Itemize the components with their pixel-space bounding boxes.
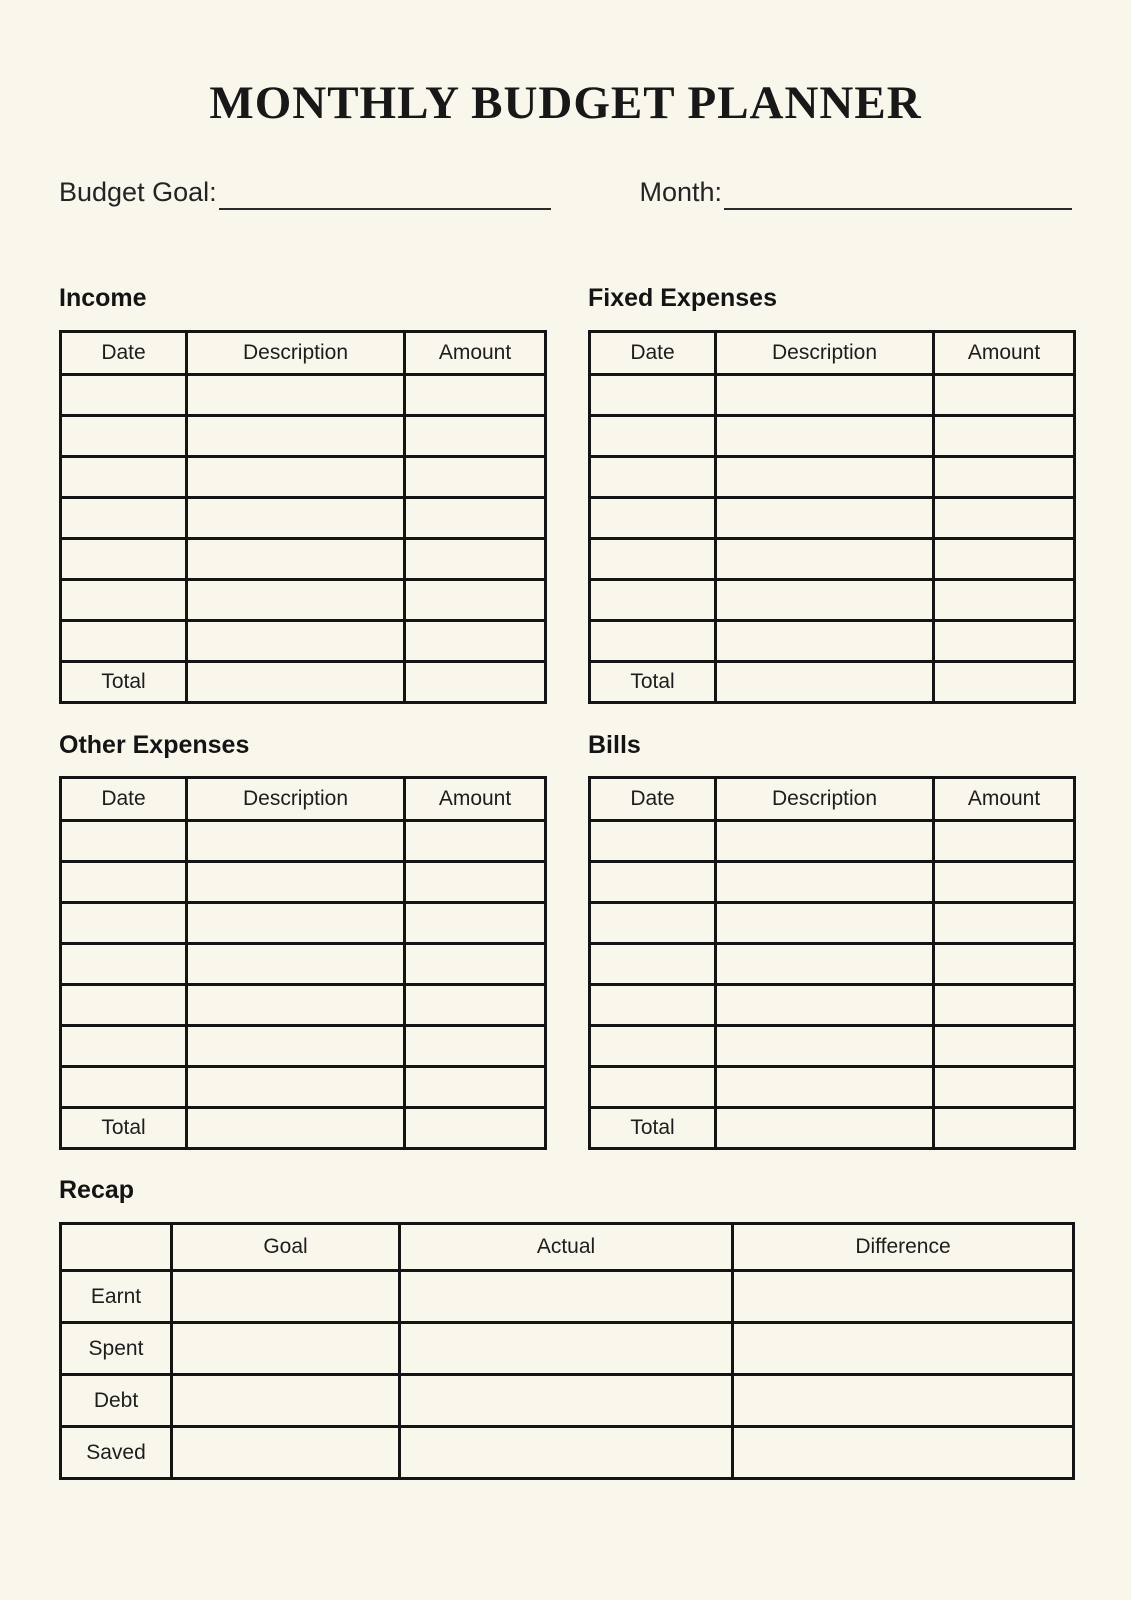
bills-row-6-description-cell[interactable] <box>716 1026 934 1067</box>
bills-total-label: Total <box>590 1108 716 1149</box>
fixed-expenses-row-3-date-cell[interactable] <box>590 456 716 497</box>
bills-row-1-amount-cell[interactable] <box>934 821 1075 862</box>
bills-row-5-amount-cell[interactable] <box>934 985 1075 1026</box>
bills-row-6-date-cell[interactable] <box>590 1026 716 1067</box>
fixed-expenses-row-3-amount-cell[interactable] <box>934 456 1075 497</box>
recap-col-header-goal: Goal <box>172 1224 400 1271</box>
income-row-3 <box>61 456 546 497</box>
bills-total-row <box>590 1108 1075 1149</box>
income-row-5-description-cell[interactable] <box>187 538 405 579</box>
income-row-6-amount-cell[interactable] <box>405 579 546 620</box>
bills-row-6-amount-cell[interactable] <box>934 1026 1075 1067</box>
income-row-7 <box>61 620 546 661</box>
bills-row-1-date-cell[interactable] <box>590 821 716 862</box>
income-row-5 <box>61 538 546 579</box>
recap-saved-difference-cell[interactable] <box>733 1427 1074 1479</box>
income-row-6-date-cell[interactable] <box>61 579 187 620</box>
other-expenses-row-1-date-cell[interactable] <box>61 821 187 862</box>
other-expenses-total-label: Total <box>61 1108 187 1149</box>
fixed-expenses-row-4-description-cell[interactable] <box>716 497 934 538</box>
recap-spent-goal-cell[interactable] <box>172 1323 400 1375</box>
section-income <box>59 284 544 704</box>
income-row-2-date-cell[interactable] <box>61 415 187 456</box>
income-col-header-description: Description <box>187 331 405 374</box>
fixed-expenses-row-3-description-cell[interactable] <box>716 456 934 497</box>
other-expenses-row-1 <box>61 821 546 862</box>
bills-table <box>588 776 1076 1150</box>
recap-col-header-actual: Actual <box>400 1224 733 1271</box>
bills-row-7-amount-cell[interactable] <box>934 1067 1075 1108</box>
recap-earnt-difference-cell[interactable] <box>733 1271 1074 1323</box>
page-title: MONTHLY BUDGET PLANNER <box>209 77 922 129</box>
income-row-5-date-cell[interactable] <box>61 538 187 579</box>
fixed-expenses-col-header-date: Date <box>590 331 716 374</box>
fixed-expenses-row-1-date-cell[interactable] <box>590 374 716 415</box>
bills-row-3-description-cell[interactable] <box>716 903 934 944</box>
income-total-amount-cell[interactable] <box>405 661 546 702</box>
recap-row-spent <box>61 1323 1074 1375</box>
fixed-expenses-header-row <box>590 331 1075 374</box>
bills-row-4-amount-cell[interactable] <box>934 944 1075 985</box>
income-row-1-amount-cell[interactable] <box>405 374 546 415</box>
bills-row-3-amount-cell[interactable] <box>934 903 1075 944</box>
other-expenses-row-6-amount-cell[interactable] <box>405 1026 546 1067</box>
other-expenses-row-2-amount-cell[interactable] <box>405 862 546 903</box>
income-row-2-description-cell[interactable] <box>187 415 405 456</box>
income-total-label: Total <box>61 661 187 702</box>
section-title-bills: Bills <box>588 730 641 759</box>
fixed-expenses-row-7-amount-cell[interactable] <box>934 620 1075 661</box>
other-expenses-row-7 <box>61 1067 546 1108</box>
bills-row-2-amount-cell[interactable] <box>934 862 1075 903</box>
fixed-expenses-col-header-amount: Amount <box>934 331 1075 374</box>
other-expenses-row-5-description-cell[interactable] <box>187 985 405 1026</box>
recap-row-label-spent: Spent <box>61 1323 172 1375</box>
bills-row-3-date-cell[interactable] <box>590 903 716 944</box>
recap-debt-goal-cell[interactable] <box>172 1375 400 1427</box>
fixed-expenses-col-header-description: Description <box>716 331 934 374</box>
bills-col-header-date: Date <box>590 778 716 821</box>
other-expenses-row-6-date-cell[interactable] <box>61 1026 187 1067</box>
income-row-5-amount-cell[interactable] <box>405 538 546 579</box>
section-title-recap: Recap <box>59 1176 135 1205</box>
other-expenses-total-description-cell[interactable] <box>187 1108 405 1149</box>
bills-row-7-description-cell[interactable] <box>716 1067 934 1108</box>
fixed-expenses-row-5-amount-cell[interactable] <box>934 538 1075 579</box>
income-row-7-description-cell[interactable] <box>187 620 405 661</box>
month-input[interactable] <box>724 180 1072 210</box>
income-col-header-amount: Amount <box>405 331 546 374</box>
bills-row-4-description-cell[interactable] <box>716 944 934 985</box>
fixed-expenses-row-2-date-cell[interactable] <box>590 415 716 456</box>
other-expenses-col-header-description: Description <box>187 778 405 821</box>
bills-row-5-description-cell[interactable] <box>716 985 934 1026</box>
income-total-row <box>61 661 546 702</box>
fixed-expenses-total-description-cell[interactable] <box>716 661 934 702</box>
other-expenses-row-7-amount-cell[interactable] <box>405 1067 546 1108</box>
recap-spent-actual-cell[interactable] <box>400 1323 733 1375</box>
other-expenses-row-2-description-cell[interactable] <box>187 862 405 903</box>
bills-col-header-description: Description <box>716 778 934 821</box>
income-row-3-description-cell[interactable] <box>187 456 405 497</box>
fixed-expenses-table <box>588 330 1076 704</box>
other-expenses-row-3 <box>61 903 546 944</box>
income-row-6 <box>61 579 546 620</box>
fixed-expenses-row-1-amount-cell[interactable] <box>934 374 1075 415</box>
budget-tables-grid <box>59 284 1072 1151</box>
other-expenses-total-amount-cell[interactable] <box>405 1108 546 1149</box>
income-row-2-amount-cell[interactable] <box>405 415 546 456</box>
other-expenses-row-2 <box>61 862 546 903</box>
recap-corner-cell <box>61 1224 172 1271</box>
other-expenses-row-1-amount-cell[interactable] <box>405 821 546 862</box>
income-row-1 <box>61 374 546 415</box>
fixed-expenses-row-7 <box>590 620 1075 661</box>
recap-row-debt <box>61 1375 1074 1427</box>
recap-earnt-actual-cell[interactable] <box>400 1271 733 1323</box>
bills-row-2 <box>590 862 1075 903</box>
income-row-1-description-cell[interactable] <box>187 374 405 415</box>
other-expenses-row-4 <box>61 944 546 985</box>
section-title-other-expenses: Other Expenses <box>59 730 250 759</box>
fixed-expenses-row-5-description-cell[interactable] <box>716 538 934 579</box>
income-row-3-date-cell[interactable] <box>61 456 187 497</box>
fixed-expenses-row-1-description-cell[interactable] <box>716 374 934 415</box>
income-table <box>59 330 547 704</box>
other-expenses-col-header-amount: Amount <box>405 778 546 821</box>
recap-saved-actual-cell[interactable] <box>400 1427 733 1479</box>
section-fixed-expenses <box>588 284 1073 704</box>
bills-row-5-date-cell[interactable] <box>590 985 716 1026</box>
other-expenses-header-row <box>61 778 546 821</box>
recap-header-row <box>61 1224 1074 1271</box>
recap-row-label-earnt: Earnt <box>61 1271 172 1323</box>
fixed-expenses-row-6-amount-cell[interactable] <box>934 579 1075 620</box>
bills-total-description-cell[interactable] <box>716 1108 934 1149</box>
fixed-expenses-row-4-amount-cell[interactable] <box>934 497 1075 538</box>
bills-row-1 <box>590 821 1075 862</box>
other-expenses-row-5 <box>61 985 546 1026</box>
fixed-expenses-row-3 <box>590 456 1075 497</box>
bills-row-4-date-cell[interactable] <box>590 944 716 985</box>
fixed-expenses-row-4-date-cell[interactable] <box>590 497 716 538</box>
recap-saved-goal-cell[interactable] <box>172 1427 400 1479</box>
income-total-description-cell[interactable] <box>187 661 405 702</box>
section-bills <box>588 731 1073 1151</box>
recap-spent-difference-cell[interactable] <box>733 1323 1074 1375</box>
bills-total-amount-cell[interactable] <box>934 1108 1075 1149</box>
income-row-1-date-cell[interactable] <box>61 374 187 415</box>
recap-debt-difference-cell[interactable] <box>733 1375 1074 1427</box>
fixed-expenses-row-2 <box>590 415 1075 456</box>
budget-goal-field <box>59 176 551 210</box>
recap-earnt-goal-cell[interactable] <box>172 1271 400 1323</box>
recap-row-label-debt: Debt <box>61 1375 172 1427</box>
fixed-expenses-row-5-date-cell[interactable] <box>590 538 716 579</box>
budget-goal-input[interactable] <box>219 180 551 210</box>
other-expenses-row-1-description-cell[interactable] <box>187 821 405 862</box>
bills-row-7 <box>590 1067 1075 1108</box>
bills-row-1-description-cell[interactable] <box>716 821 934 862</box>
bills-row-2-date-cell[interactable] <box>590 862 716 903</box>
other-expenses-row-4-date-cell[interactable] <box>61 944 187 985</box>
bills-col-header-amount: Amount <box>934 778 1075 821</box>
bills-row-5 <box>590 985 1075 1026</box>
fixed-expenses-row-7-date-cell[interactable] <box>590 620 716 661</box>
income-col-header-date: Date <box>61 331 187 374</box>
bills-row-2-description-cell[interactable] <box>716 862 934 903</box>
fixed-expenses-row-6-date-cell[interactable] <box>590 579 716 620</box>
bills-row-4 <box>590 944 1075 985</box>
recap-row-label-saved: Saved <box>61 1427 172 1479</box>
income-row-7-date-cell[interactable] <box>61 620 187 661</box>
income-header-row <box>61 331 546 374</box>
bills-header-row <box>590 778 1075 821</box>
fixed-expenses-row-2-description-cell[interactable] <box>716 415 934 456</box>
fixed-expenses-row-1 <box>590 374 1075 415</box>
other-expenses-row-7-description-cell[interactable] <box>187 1067 405 1108</box>
header-fields-row <box>59 176 1072 210</box>
income-row-6-description-cell[interactable] <box>187 579 405 620</box>
other-expenses-row-3-amount-cell[interactable] <box>405 903 546 944</box>
month-label: Month: <box>639 177 722 208</box>
other-expenses-table <box>59 776 547 1150</box>
income-row-3-amount-cell[interactable] <box>405 456 546 497</box>
fixed-expenses-total-label: Total <box>590 661 716 702</box>
fixed-expenses-row-2-amount-cell[interactable] <box>934 415 1075 456</box>
recap-debt-actual-cell[interactable] <box>400 1375 733 1427</box>
fixed-expenses-row-4 <box>590 497 1075 538</box>
other-expenses-row-5-amount-cell[interactable] <box>405 985 546 1026</box>
recap-row-saved <box>61 1427 1074 1479</box>
section-other-expenses <box>59 731 544 1151</box>
fixed-expenses-row-6 <box>590 579 1075 620</box>
other-expenses-row-7-date-cell[interactable] <box>61 1067 187 1108</box>
fixed-expenses-row-6-description-cell[interactable] <box>716 579 934 620</box>
other-expenses-row-2-date-cell[interactable] <box>61 862 187 903</box>
other-expenses-row-5-date-cell[interactable] <box>61 985 187 1026</box>
fixed-expenses-total-row <box>590 661 1075 702</box>
fixed-expenses-row-5 <box>590 538 1075 579</box>
other-expenses-total-row <box>61 1108 546 1149</box>
bills-row-6 <box>590 1026 1075 1067</box>
other-expenses-row-3-description-cell[interactable] <box>187 903 405 944</box>
other-expenses-row-4-amount-cell[interactable] <box>405 944 546 985</box>
other-expenses-row-6 <box>61 1026 546 1067</box>
income-row-4 <box>61 497 546 538</box>
bills-row-7-date-cell[interactable] <box>590 1067 716 1108</box>
fixed-expenses-row-7-description-cell[interactable] <box>716 620 934 661</box>
income-row-7-amount-cell[interactable] <box>405 620 546 661</box>
section-title-income: Income <box>59 283 147 312</box>
income-row-4-description-cell[interactable] <box>187 497 405 538</box>
recap-table <box>59 1222 1075 1480</box>
income-row-4-date-cell[interactable] <box>61 497 187 538</box>
recap-col-header-difference: Difference <box>733 1224 1074 1271</box>
section-title-fixed-expenses: Fixed Expenses <box>588 283 777 312</box>
other-expenses-row-4-description-cell[interactable] <box>187 944 405 985</box>
other-expenses-row-6-description-cell[interactable] <box>187 1026 405 1067</box>
month-field <box>639 176 1072 210</box>
section-recap <box>59 1176 1072 1480</box>
other-expenses-col-header-date: Date <box>61 778 187 821</box>
income-row-2 <box>61 415 546 456</box>
budget-goal-label: Budget Goal: <box>59 177 217 208</box>
bills-row-3 <box>590 903 1075 944</box>
recap-row-earnt <box>61 1271 1074 1323</box>
income-row-4-amount-cell[interactable] <box>405 497 546 538</box>
other-expenses-row-3-date-cell[interactable] <box>61 903 187 944</box>
fixed-expenses-total-amount-cell[interactable] <box>934 661 1075 702</box>
